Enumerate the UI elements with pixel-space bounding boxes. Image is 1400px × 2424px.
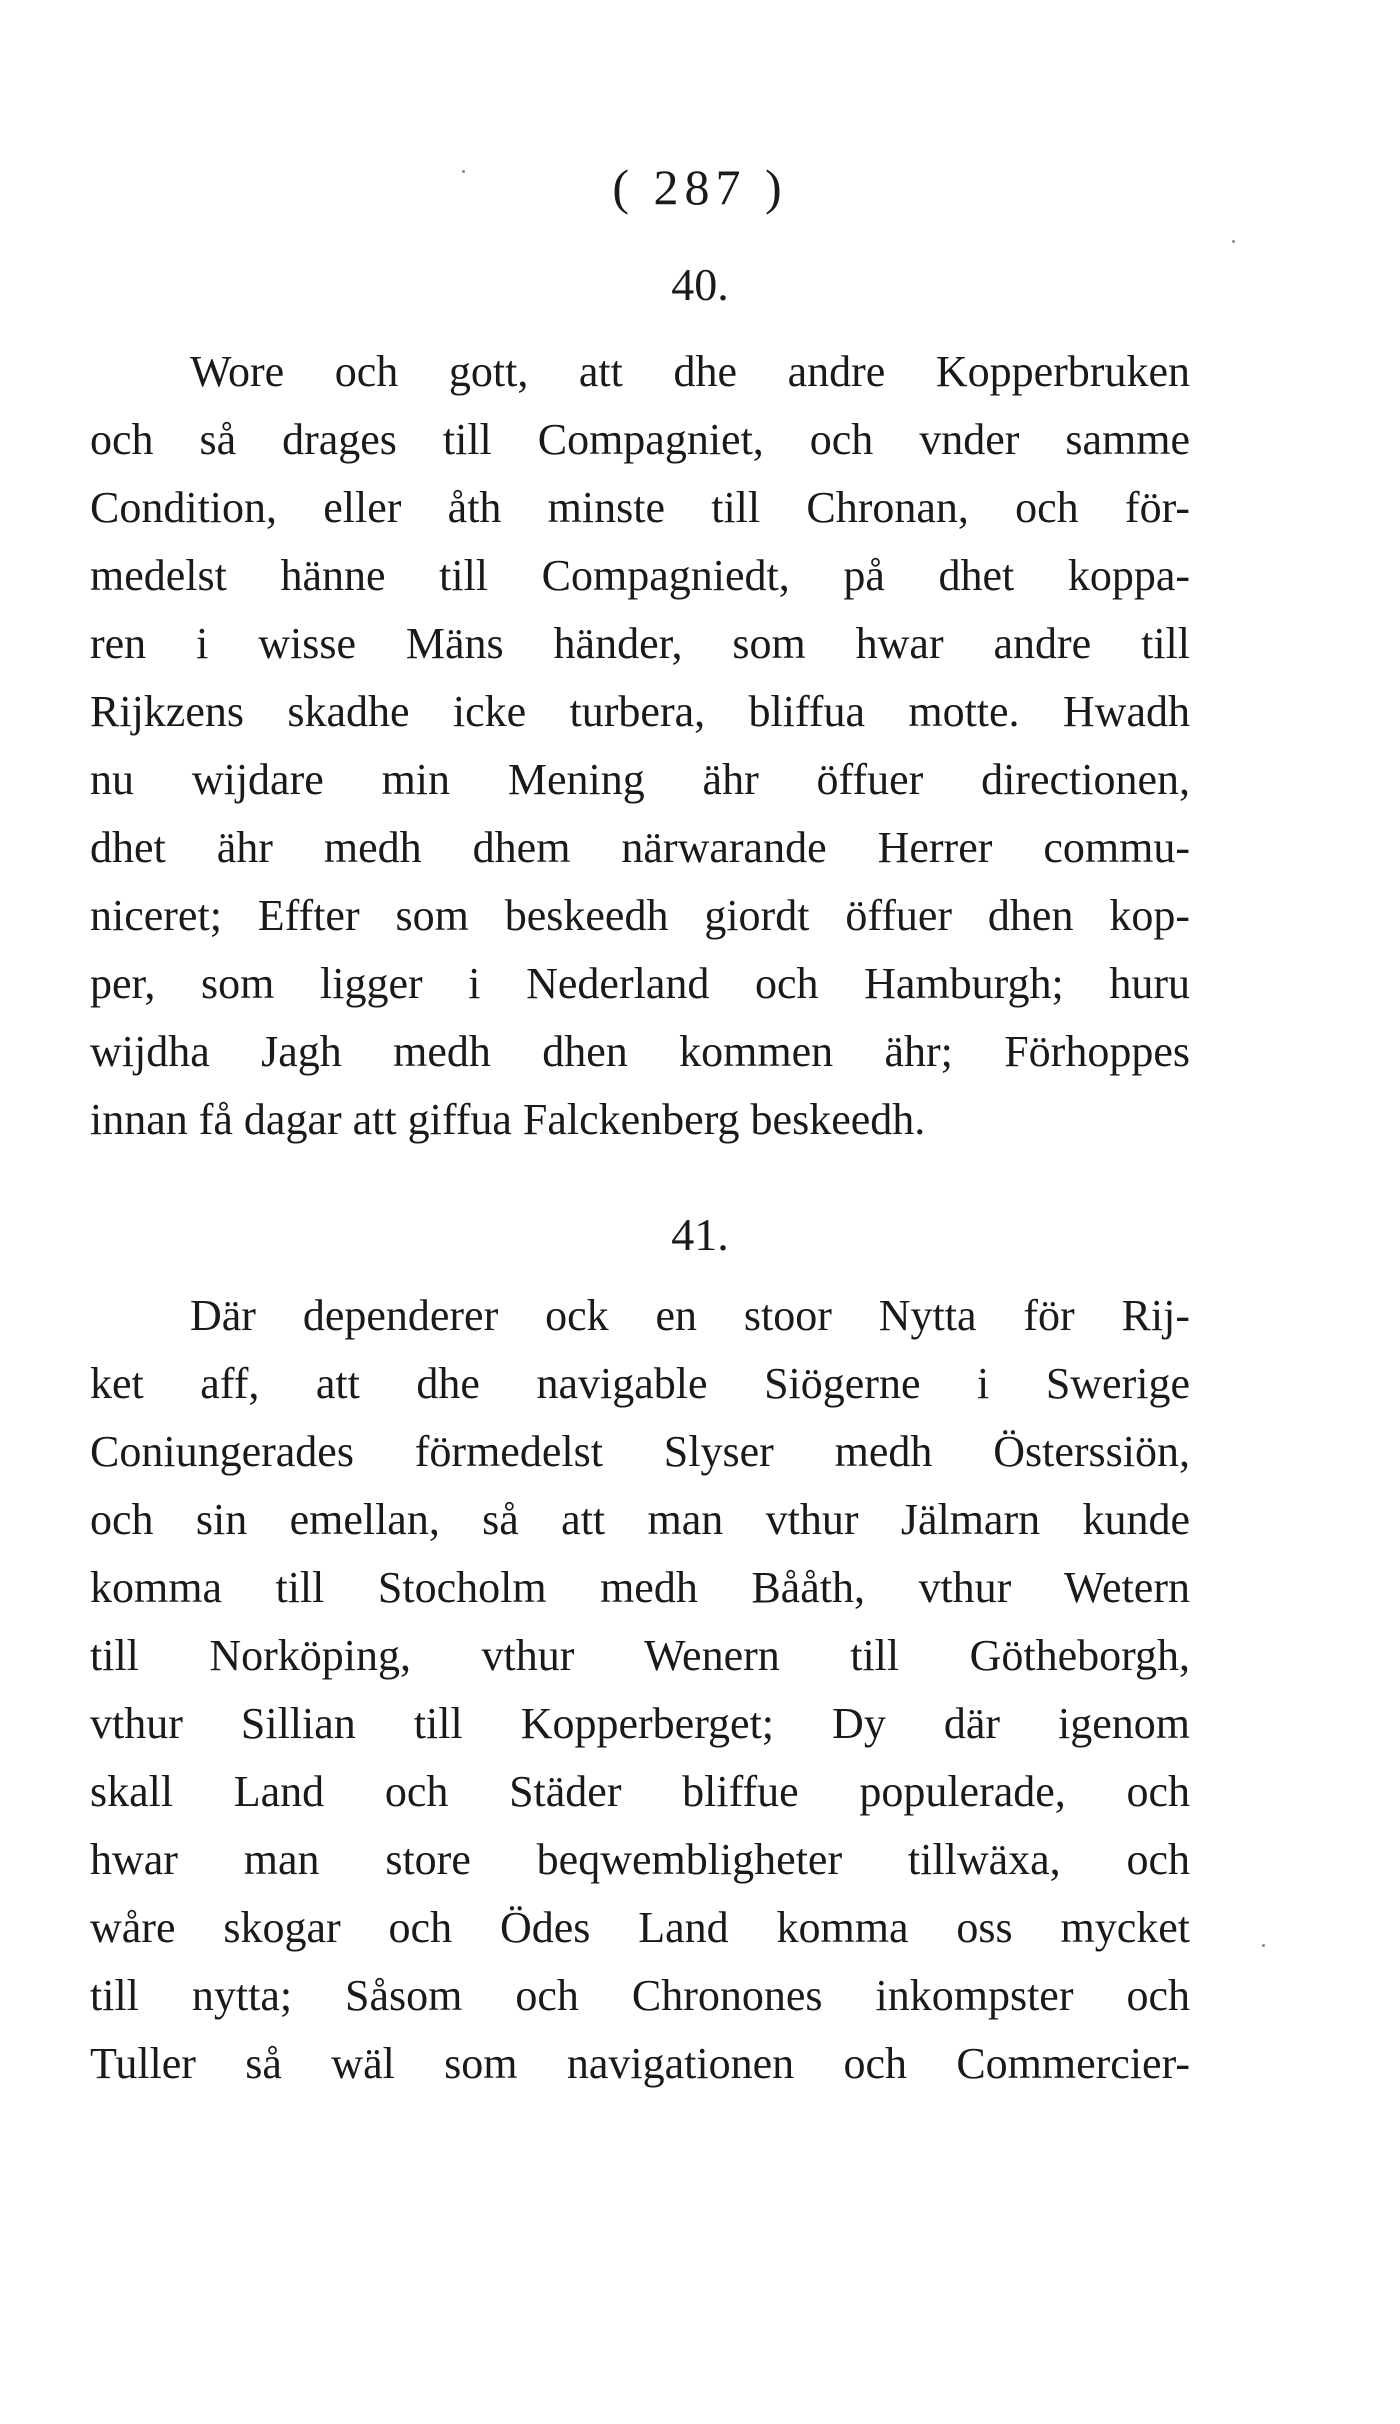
paragraph-40 [90, 338, 1190, 1154]
print-speck [1262, 1944, 1265, 1947]
text-line: Condition, eller åth minste till Chronan, och för- [90, 483, 1190, 532]
text-line: och så drages till Compagniet, och vnder samme [90, 415, 1190, 464]
text-line: Rijkzens skadhe icke turbera, bliffua motte. Hwadh [90, 687, 1190, 736]
text-line: niceret; Effter som beskeedh giordt öffuer dhen kop- [90, 891, 1190, 940]
text-line: Tuller så wäl som navigationen och Commercier- [90, 2039, 1190, 2088]
text-line: skall Land och Städer bliffue populerade, och [90, 1767, 1190, 1816]
text-line: och sin emellan, så att man vthur Jälmarn kunde [90, 1495, 1190, 1544]
text-line: wåre skogar och Ödes Land komma oss mycket [90, 1903, 1190, 1952]
text-line: medelst hänne till Compagniedt, på dhet koppa- [90, 551, 1190, 600]
text-line: komma till Stocholm medh Bååth, vthur Wetern [90, 1563, 1190, 1612]
text-line: till nytta; Såsom och Chronones inkompster och [90, 1971, 1190, 2020]
page-number: ( 287 ) [612, 159, 788, 215]
text-line: till Norköping, vthur Wenern till Götheborgh, [90, 1631, 1190, 1680]
text-line: dhet ähr medh dhem närwarande Herrer commu- [90, 823, 1190, 872]
print-speck [462, 170, 465, 173]
text-line: hwar man store beqwembligheter tillwäxa, och [90, 1835, 1190, 1884]
text-line: innan få dagar att giffua Falckenberg beskeedh. [90, 1095, 926, 1144]
text-line: ren i wisse Mäns händer, som hwar andre till [90, 619, 1190, 668]
section-number: 41. [671, 1209, 729, 1260]
text-line: Coniungerades förmedelst Slyser medh Österssiön, [90, 1427, 1190, 1476]
paragraph-41 [90, 1282, 1190, 2098]
text-line: per, som ligger i Nederland och Hamburgh; huru [90, 959, 1190, 1008]
text-line: ket aff, att dhe navigable Siögerne i Swerige [90, 1359, 1190, 1408]
text-line: Där dependerer ock en stoor Nytta för Rij- [190, 1291, 1190, 1340]
text-line: Wore och gott, att dhe andre Kopperbruken [190, 347, 1190, 396]
print-speck [1232, 240, 1235, 243]
text-line: nu wijdare min Mening ähr öffuer directionen, [90, 755, 1190, 804]
text-line: vthur Sillian till Kopperberget; Dy där igenom [90, 1699, 1190, 1748]
text-line: wijdha Jagh medh dhen kommen ähr; Förhoppes [90, 1027, 1190, 1076]
section-number: 40. [671, 259, 729, 310]
